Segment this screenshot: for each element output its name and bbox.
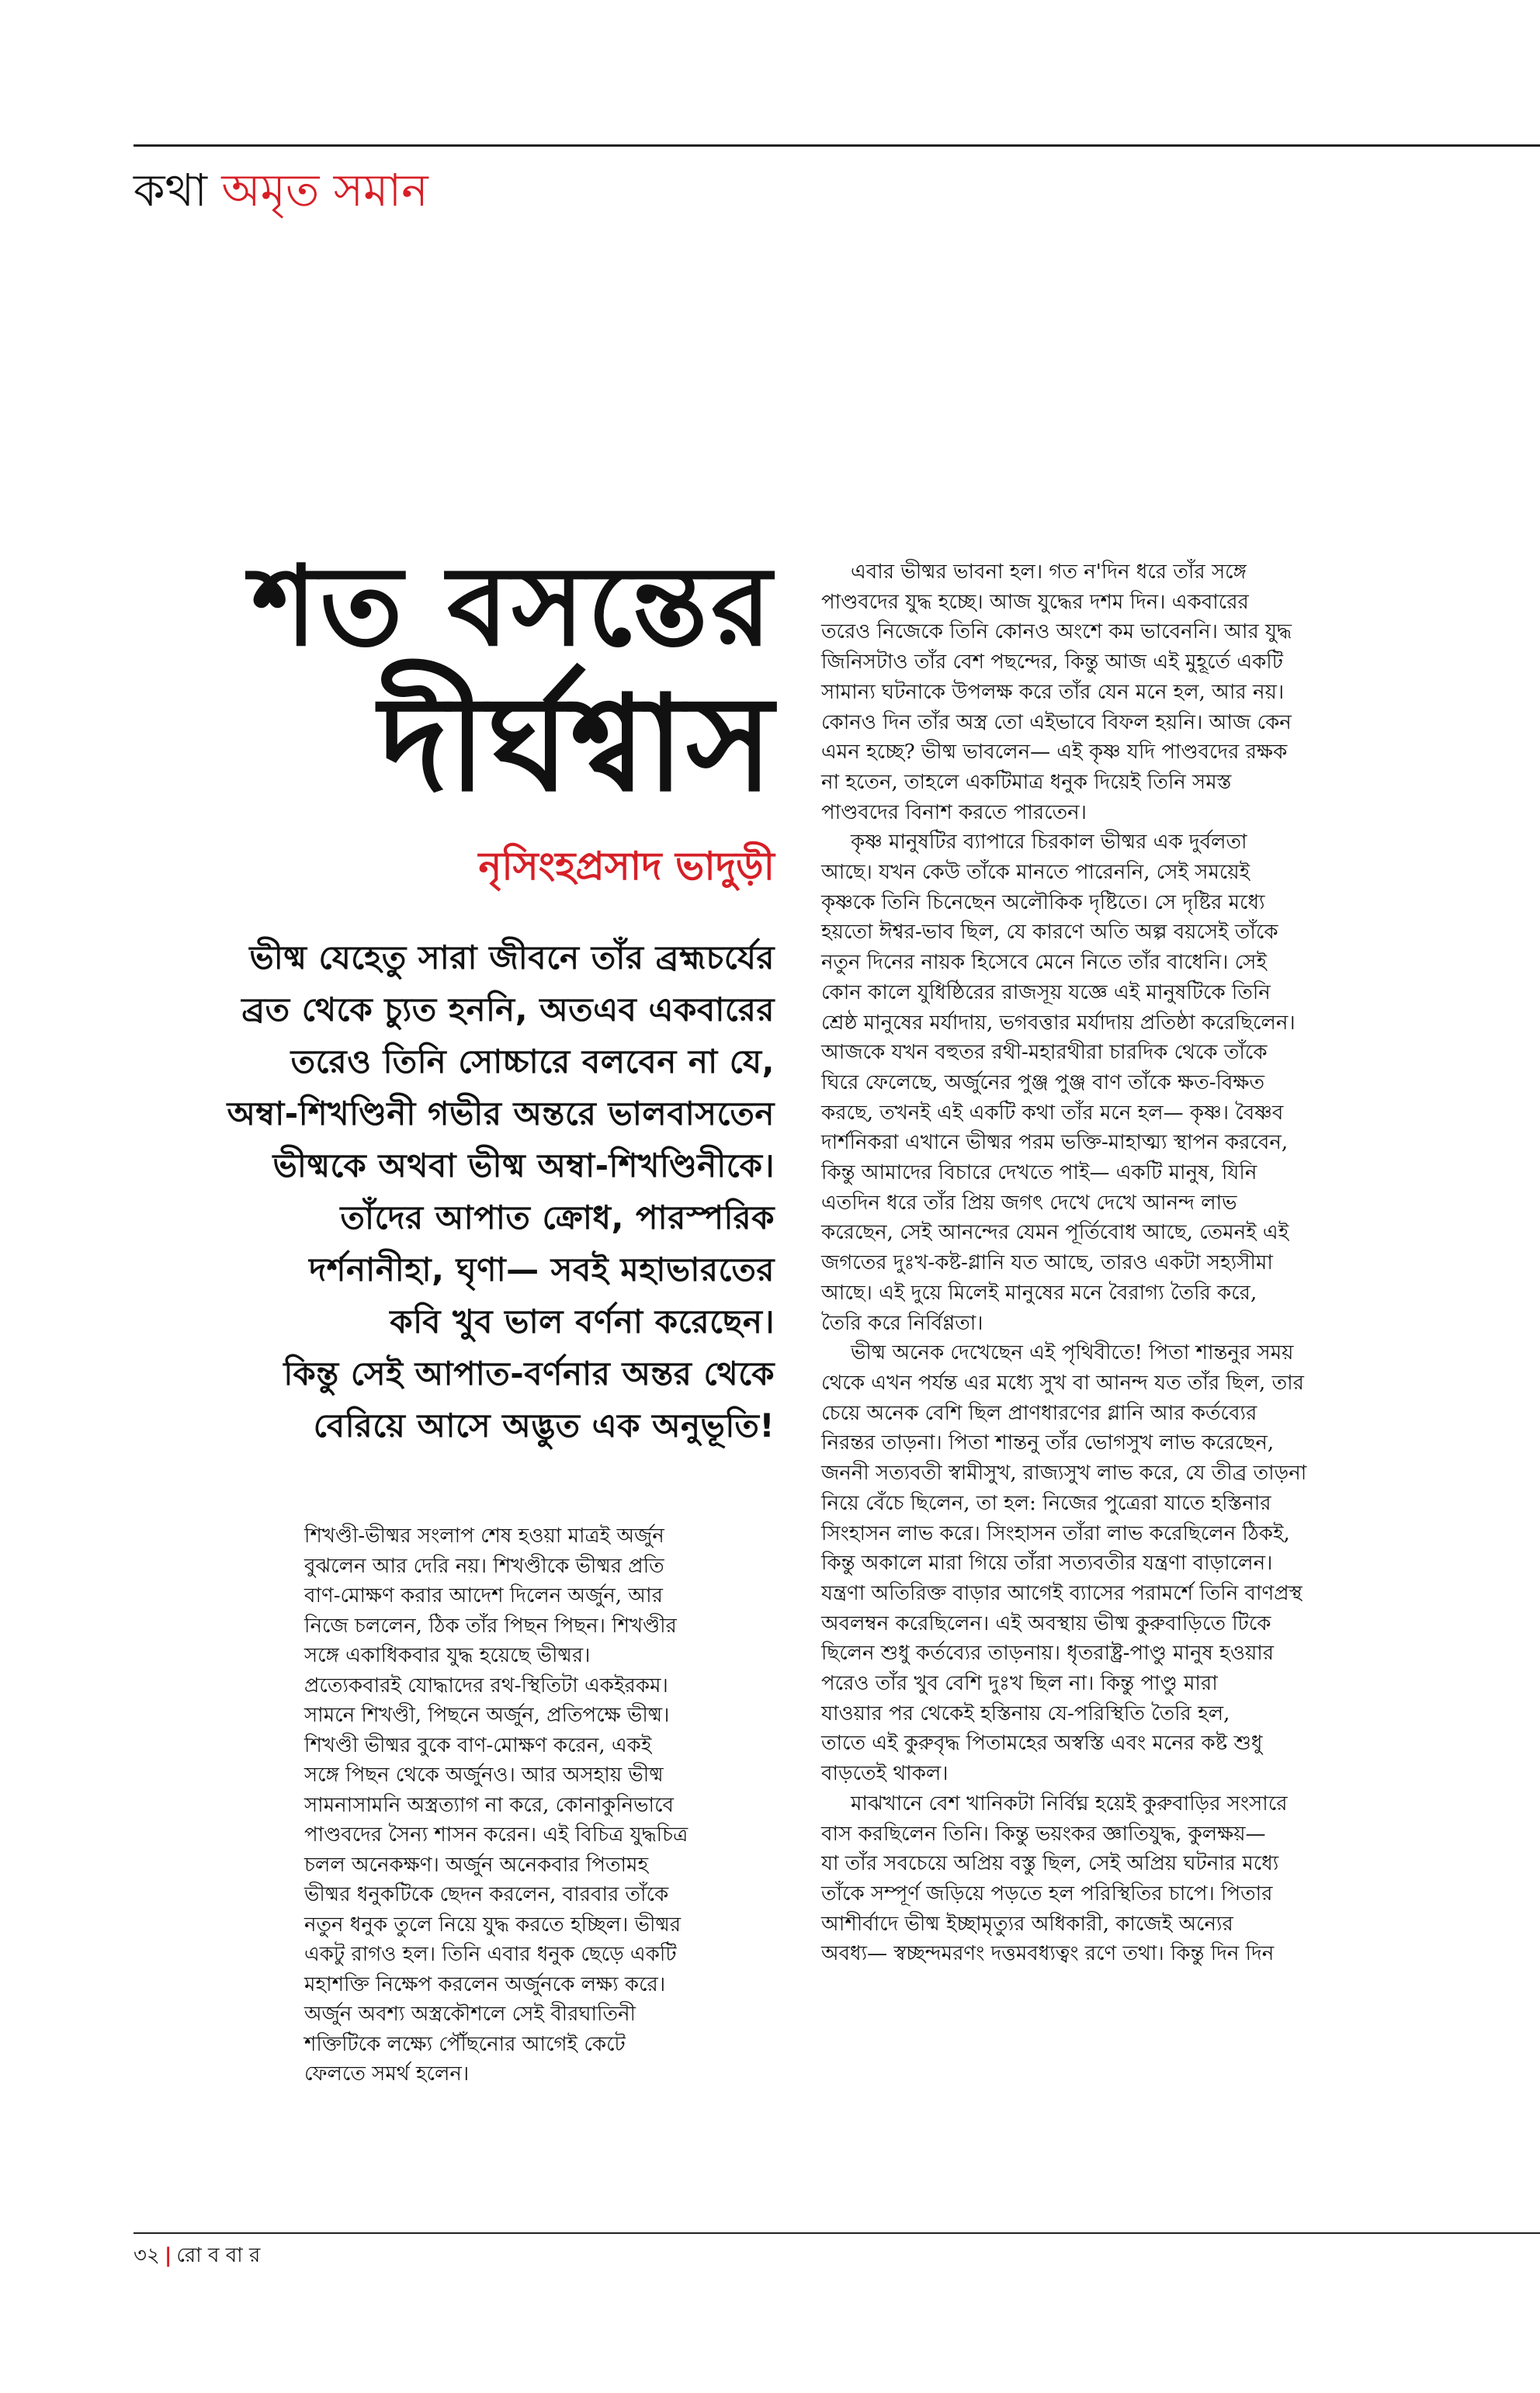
body-line: শিখণ্ডী ভীষ্মর বুকে বাণ-মোক্ষণ করেন, একই bbox=[304, 1733, 652, 1757]
intro-line: ভীষ্ম যেহেতু সারা জীবনে তাঁর ব্রহ্মচর্যের bbox=[249, 938, 775, 976]
headline-line-2: দীর্ঘশ্বাস bbox=[379, 668, 775, 821]
body-line: যা তাঁর সবচেয়ে অপ্রিয় বস্তু ছিল, সেই অপ্রিয় ঘটনার মধ্যে bbox=[821, 1852, 1279, 1876]
body-line: না হতেন, তাহলে একটিমাত্র ধনুক দিয়েই তিনি সমস্ত bbox=[821, 770, 1232, 794]
bottom-rule bbox=[134, 2232, 1540, 2234]
body-line: পাণ্ডবদের বিনাশ করতে পারতেন। bbox=[821, 800, 1087, 824]
body-line: অর্জুন অবশ্য অস্ত্রকৌশলে সেই বীরঘাতিনী bbox=[304, 2003, 636, 2026]
body-line: হয়তো ঈশ্বর-ভাব ছিল, যে কারণে অতি অল্প বয়সেই তাঁকে bbox=[821, 921, 1278, 945]
intro-line: ব্রত থেকে চ্যুত হননি, অতএব একবারের bbox=[241, 990, 775, 1028]
body-line: তাঁকে সম্পূর্ণ জড়িয়ে পড়তে হল পরিস্থিতির চাপে। পিতার bbox=[821, 1881, 1273, 1906]
body-line: জিনিসটাও তাঁর বেশ পছন্দের, কিন্তু আজ এই মুহূর্তে একটি bbox=[821, 650, 1283, 675]
body-line: একটু রাগও হল। তিনি এবার ধনুক ছেড়ে একটি bbox=[304, 1943, 677, 1966]
body-line: পাণ্ডবদের সৈন্য শাসন করেন। এই বিচিত্র যুদ্ধচিত্র bbox=[304, 1823, 688, 1847]
body-line: ছিলেন শুধু কর্তব্যের তাড়নায়। ধৃতরাষ্ট্র-পাণ্ডু মানুষ হওয়ার bbox=[821, 1642, 1275, 1666]
body-line: সামনে শিখণ্ডী, পিছনে অর্জুন, প্রতিপক্ষে ভীষ্ম। bbox=[304, 1704, 670, 1727]
section-title-accent: অমৃত সমান bbox=[221, 164, 428, 217]
body-line: মাঝখানে বেশ খানিকটা নির্বিঘ্ন হয়েই কুরুবাড়ির সংসারে bbox=[851, 1791, 1288, 1816]
body-line: পাণ্ডবদের যুদ্ধ হচ্ছে। আজ যুদ্ধের দশম দিন। একবারের bbox=[821, 590, 1249, 614]
body-line: তৈরি করে নির্বিণ্ণতা। bbox=[821, 1311, 983, 1335]
body-line: এতদিন ধরে তাঁর প্রিয় জগৎ দেখে দেখে আনন্দ লাভ bbox=[821, 1191, 1237, 1215]
body-line: নিজে চললেন, ঠিক তাঁর পিছন পিছন। শিখণ্ডীর bbox=[304, 1614, 677, 1638]
intro-standfirst bbox=[161, 931, 775, 1451]
body-line: জননী সত্যবতী স্বামীসুখ, রাজ্যসুখ লাভ করে, যে তীব্র তাড়না bbox=[821, 1462, 1307, 1486]
body-line: আছে। এই দুয়ে মিলেই মানুষের মনে বৈরাগ্য তৈরি করে, bbox=[821, 1281, 1257, 1305]
body-line: এমন হচ্ছে? ভীষ্ম ভাবলেন— এই কৃষ্ণ যদি পাণ্ডবদের রক্ষক bbox=[821, 740, 1288, 765]
body-line: সামনাসামনি অস্ত্রত্যাগ না করে, কোনাকুনিভাবে bbox=[304, 1793, 674, 1817]
magazine-name: রো ব বা র bbox=[176, 2244, 261, 2267]
intro-line: তাঁদের আপাত ক্রোধ, পারস্পরিক bbox=[340, 1198, 775, 1236]
body-line: থেকে এখন পর্যন্ত এর মধ্যে সুখ বা আনন্দ যত তাঁর ছিল, তার bbox=[821, 1371, 1304, 1395]
body-line: বাণ-মোক্ষণ করার আদেশ দিলেন অর্জুন, আর bbox=[304, 1584, 663, 1607]
body-line: নতুন ধনুক তুলে নিয়ে যুদ্ধ করতে হচ্ছিল। ভীষ্মর bbox=[304, 1913, 682, 1937]
body-line: ভীষ্ম অনেক দেখেছেন এই পৃথিবীতে! পিতা শান্তনুর সময় bbox=[851, 1341, 1294, 1365]
body-line: নিরন্তর তাড়না। পিতা শান্তনু তাঁর ভোগসুখ লাভ করেছেন, bbox=[821, 1431, 1275, 1455]
intro-line: বেরিয়ে আসে অদ্ভুত এক অনুভূতি! bbox=[313, 1406, 775, 1444]
top-rule bbox=[134, 144, 1540, 147]
intro-line: অম্বা-শিখণ্ডিনী গভীর অন্তরে ভালবাসতেন bbox=[227, 1094, 775, 1132]
section-title bbox=[134, 159, 428, 221]
body-line: অবলম্বন করেছিলেন। এই অবস্থায় ভীষ্ম কুরুবাড়িতে টিকে bbox=[821, 1611, 1271, 1635]
body-line: দার্শনিকরা এখানে ভীষ্মর পরম ভক্তি-মাহাত্ম্য স্থাপন করবেন, bbox=[821, 1131, 1289, 1155]
body-line: শক্তিটিকে লক্ষ্যে পৌঁছনোর আগেই কেটে bbox=[304, 2032, 626, 2056]
body-line: সঙ্গে পিছন থেকে অর্জুনও। আর অসহায় ভীষ্ম bbox=[304, 1764, 664, 1787]
body-line: পরেও তাঁর খুব বেশি দুঃখ ছিল না। কিন্তু পাণ্ডু মারা bbox=[821, 1672, 1218, 1696]
body-line: সঙ্গে একাধিকবার যুদ্ধ হয়েছে ভীষ্মর। bbox=[304, 1644, 591, 1667]
body-line: কিন্তু অকালে মারা গিয়ে তাঁরা সত্যবতীর যন্ত্রণা বাড়ালেন। bbox=[821, 1552, 1273, 1576]
body-line: তাতে এই কুরুবৃদ্ধ পিতামহের অস্বস্তি এবং মনের কষ্ট শুধু bbox=[821, 1732, 1263, 1756]
intro-line: কবি খুব ভাল বর্ণনা করেছেন। bbox=[390, 1302, 775, 1340]
body-line: আশীর্বাদে ভীষ্ম ইচ্ছামৃত্যুর অধিকারী, কাজেই অন্যের bbox=[821, 1912, 1233, 1936]
page-number: ৩২ bbox=[134, 2244, 160, 2267]
body-line: যন্ত্রণা অতিরিক্ত বাড়ার আগেই ব্যাসের পরামর্শে তিনি বাণপ্রস্থ bbox=[821, 1581, 1302, 1605]
body-line: চলল অনেকক্ষণ। অর্জুন অনেকবার পিতামহ bbox=[304, 1853, 649, 1877]
body-line: বুঝলেন আর দেরি নয়। শিখণ্ডীকে ভীষ্মর প্রতি bbox=[304, 1554, 664, 1578]
section-title-word: কথা bbox=[134, 164, 207, 217]
body-line: ভীষ্মর ধনুকটিকে ছেদন করলেন, বারবার তাঁকে bbox=[304, 1883, 669, 1906]
footer-separator: | bbox=[164, 2244, 172, 2267]
body-line: মহাশক্তি নিক্ষেপ করলেন অর্জুনকে লক্ষ্য করে। bbox=[304, 1972, 666, 1996]
body-line: এবার ভীষ্মর ভাবনা হল। গত ন'দিন ধরে তাঁর সঙ্গে bbox=[851, 560, 1247, 584]
body-line: তরেও নিজেকে তিনি কোনও অংশে কম ভাবেননি। আর যুদ্ধ bbox=[821, 620, 1292, 644]
body-line: নতুন দিনের নায়ক হিসেবে মেনে নিতে তাঁর বাধেনি। সেই bbox=[821, 951, 1267, 975]
body-line: কিন্তু আমাদের বিচারে দেখতে পাই— একটি মানুষ, যিনি bbox=[821, 1161, 1257, 1185]
body-line: অবধ্য— স্বচ্ছন্দমরণং দত্তমবধ্যত্বং রণে তথা। কিন্তু দিন দিন bbox=[821, 1942, 1275, 1966]
headline-line-1: শত বসন্তের bbox=[251, 543, 775, 671]
intro-line: তরেও তিনি সোচ্চারে বলবেন না যে, bbox=[290, 1042, 775, 1080]
body-line: কোন কালে যুধিষ্ঠিরের রাজসূয় যজ্ঞে এই মানুষটিকে তিনি bbox=[821, 980, 1271, 1004]
intro-line: দর্শনানীহা, ঘৃণা— সবই মহাভারতের bbox=[309, 1250, 775, 1288]
body-line: শ্রেষ্ঠ মানুষের মর্যাদায়, ভগবত্তার মর্যাদায় প্রতিষ্ঠা করেছিলেন। bbox=[821, 1011, 1295, 1035]
intro-line: ভীষ্মকে অথবা ভীষ্ম অম্বা-শিখণ্ডিনীকে। bbox=[272, 1146, 775, 1184]
author-byline: নৃসিংহপ্রসাদ ভাদুড়ী bbox=[478, 844, 775, 889]
intro-line: কিন্তু সেই আপাত-বর্ণনার অন্তর থেকে bbox=[283, 1354, 775, 1392]
body-column-right bbox=[821, 557, 1411, 1969]
body-line: করেছেন, সেই আনন্দের যেমন পূর্তিবোধ আছে, তেমনই এই bbox=[821, 1221, 1289, 1245]
body-line: নিয়ে বেঁচে ছিলেন, তা হল: নিজের পুত্রেরা যাতে হস্তিনার bbox=[821, 1491, 1271, 1515]
body-line: আজকে যখন বহুতর রথী-মহারথীরা চারদিক থেকে তাঁকে bbox=[821, 1041, 1268, 1065]
body-line: কৃষ্ণ মানুষটির ব্যাপারে চিরকাল ভীষ্মর এক দুর্বলতা bbox=[851, 831, 1247, 855]
body-line: শিখণ্ডী-ভীষ্মর সংলাপ শেষ হওয়া মাত্রই অর্জুন bbox=[304, 1524, 664, 1548]
body-line: ফেলতে সমর্থ হলেন। bbox=[304, 2062, 470, 2086]
body-line: কোনও দিন তাঁর অস্ত্র তো এইভাবে বিফল হয়নি। আজ কেন bbox=[821, 710, 1292, 734]
body-line: সামান্য ঘটনাকে উপলক্ষ করে তাঁর যেন মনে হল, আর নয়। bbox=[821, 680, 1285, 704]
body-line: বাড়তেই থাকল। bbox=[821, 1762, 949, 1786]
body-line: প্রত্যেকবারই যোদ্ধাদের রথ-স্থিতিটা একইরকম। bbox=[304, 1673, 668, 1698]
body-line: জগতের দুঃখ-কষ্ট-গ্লানি যত আছে, তারও একটা সহ্যসীমা bbox=[821, 1251, 1273, 1275]
body-line: কৃষ্ণকে তিনি চিনেছেন অলৌকিক দৃষ্টিতে। সে দৃষ্টির মধ্যে bbox=[821, 890, 1265, 914]
page-footer bbox=[134, 2242, 260, 2270]
body-column-left bbox=[304, 1521, 775, 2090]
body-line: করছে, তখনই এই একটি কথা তাঁর মনে হল— কৃষ্ণ। বৈষ্ণব bbox=[821, 1101, 1284, 1125]
body-line: চেয়ে অনেক বেশি ছিল প্রাণধারণের গ্লানি আর কর্তব্যের bbox=[821, 1401, 1257, 1425]
article-headline bbox=[233, 543, 775, 821]
body-line: বাস করছিলেন তিনি। কিন্তু ভয়ংকর জ্ঞাতিযুদ্ধ, কুলক্ষয়— bbox=[821, 1822, 1266, 1846]
body-line: সিংহাসন লাভ করে। সিংহাসন তাঁরা লাভ করেছিলেন ঠিকই, bbox=[821, 1521, 1290, 1545]
body-line: যাওয়ার পর থেকেই হস্তিনায় যে-পরিস্থিতি তৈরি হল, bbox=[821, 1701, 1230, 1725]
body-line: ঘিরে ফেলেছে, অর্জুনের পুঞ্জ পুঞ্জ বাণ তাঁকে ক্ষত-বিক্ষত bbox=[821, 1070, 1264, 1094]
body-line: আছে। যখন কেউ তাঁকে মানতে পারেননি, সেই সময়েই bbox=[821, 861, 1250, 885]
